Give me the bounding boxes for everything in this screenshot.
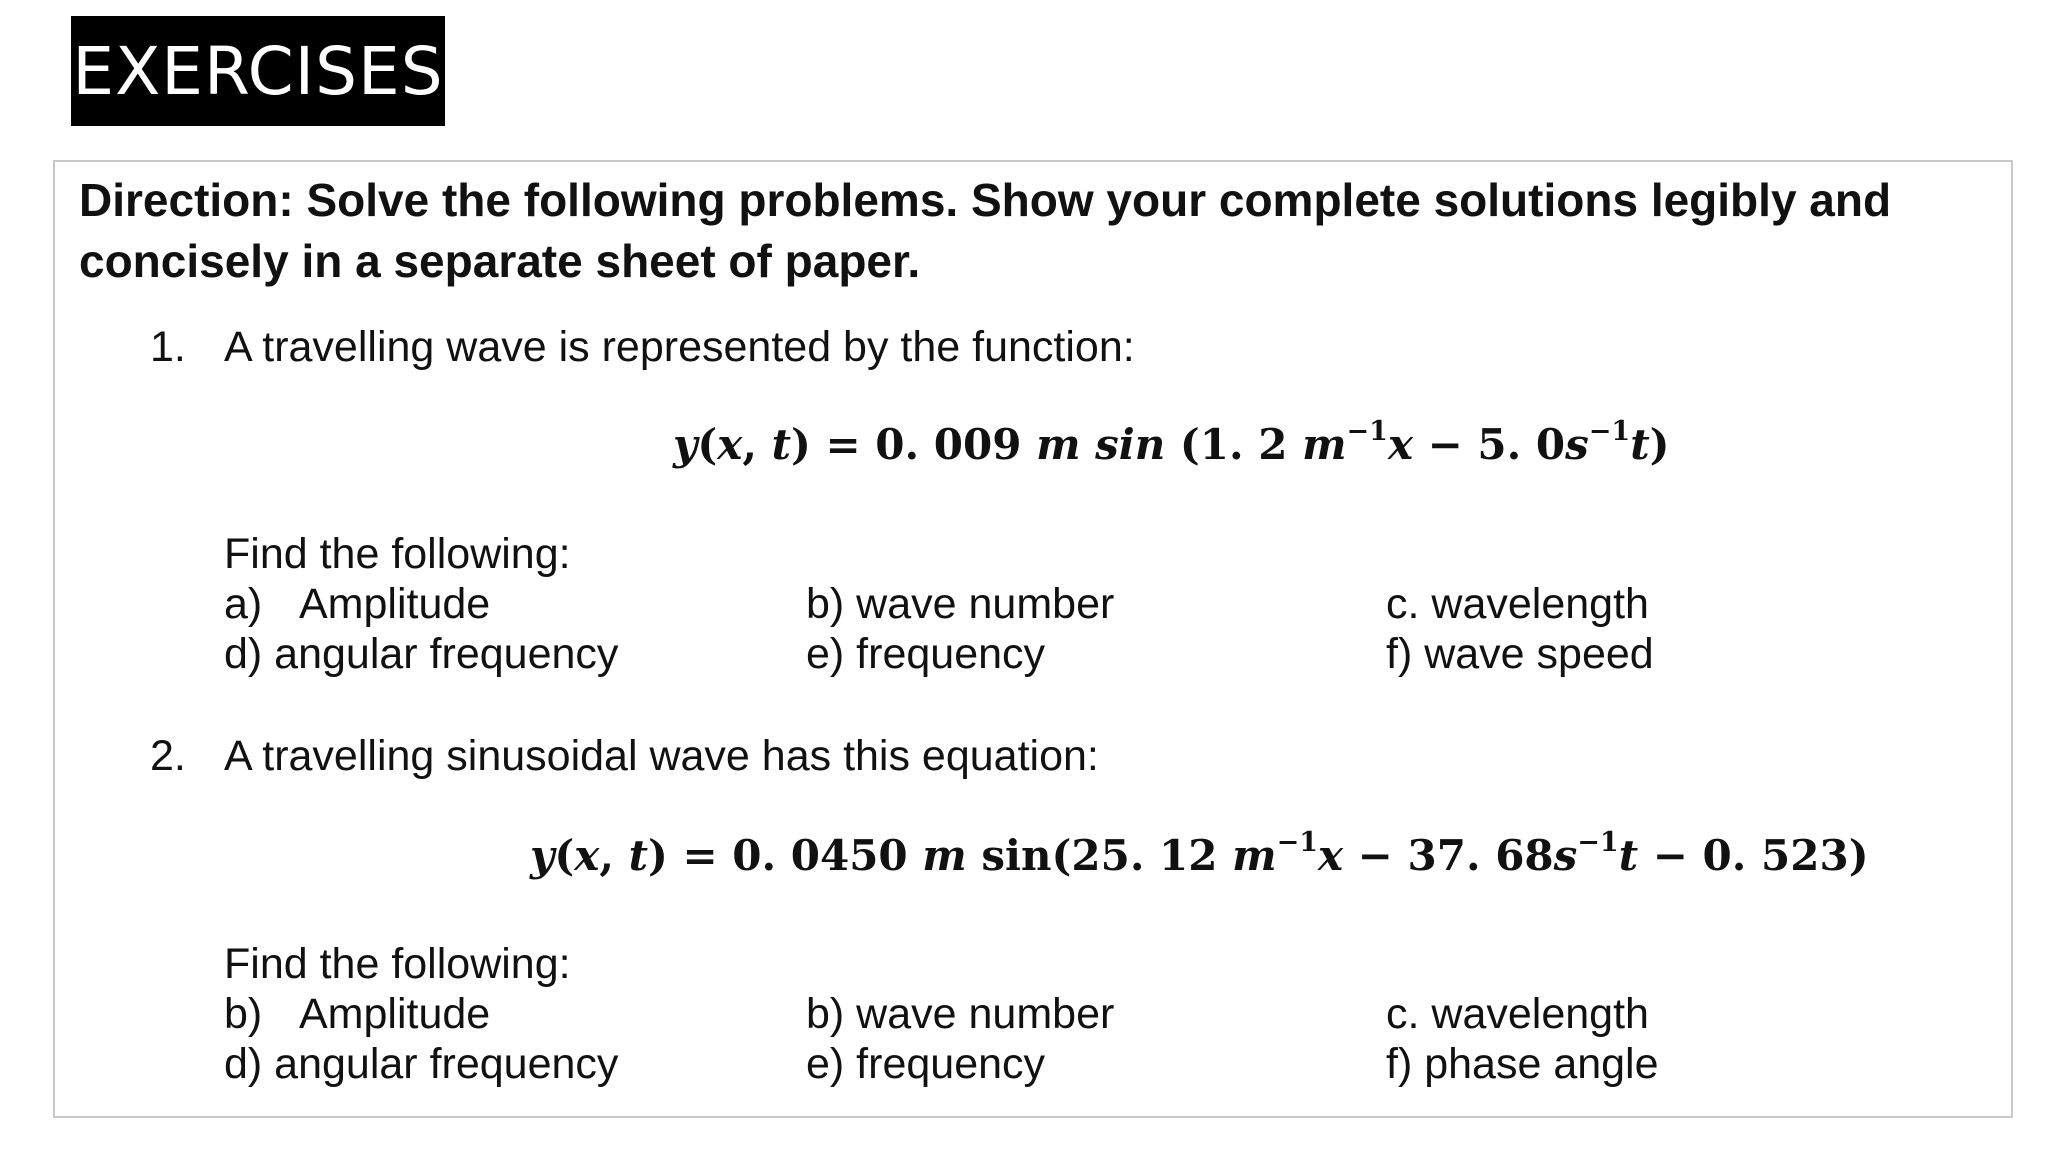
problem-2-item-b: b) wave number [806, 990, 1115, 1038]
problem-1-item-f: f) wave speed [1386, 630, 1654, 678]
problem-1-item-e: e) frequency [806, 630, 1046, 678]
problem-1-item-c: c. wavelength [1386, 580, 1649, 628]
problem-1-number: 1. [150, 323, 186, 371]
problem-2-number: 2. [150, 732, 186, 780]
item-label: Amplitude [299, 990, 491, 1038]
problem-2-item-d: d) angular frequency [224, 1040, 619, 1088]
problem-2-item-f: f) phase angle [1386, 1040, 1659, 1088]
problem-2-prompt: A travelling sinusoidal wave has this equation: [224, 732, 1099, 780]
problem-2-equation: y(x, t) = 0. 0450 m sin(25. 12 $m^{-1}x - 37$. $68s^{-1}t - 0$. 523) [530, 827, 1869, 880]
problem-2-item-c: c. wavelength [1386, 990, 1649, 1038]
problem-1-equation: y(x, t) = 0. 009 m sin (1. 2 $m^{-1}x - 5$. $0s^{-1}t$) [673, 416, 1670, 469]
item-marker: b) [224, 990, 263, 1038]
problem-1-prompt: A travelling wave is represented by the function: [224, 323, 1135, 371]
direction-text: Direction: Solve the following problems. Show your complete solutions legibly and concisely in a separate sheet of paper. [79, 174, 1892, 287]
problem-2-find-label: Find the following: [224, 940, 571, 988]
item-marker: a) [224, 580, 263, 628]
problem-2-item-a [224, 988, 490, 1040]
problem-2-item-e: e) frequency [806, 1040, 1046, 1088]
item-label: Amplitude [299, 580, 491, 628]
problem-1-item-b: b) wave number [806, 580, 1115, 628]
exercises-header [71, 16, 445, 126]
problem-1-find-label: Find the following: [224, 530, 571, 578]
problem-1-item-a [224, 578, 490, 630]
problem-1-item-d: d) angular frequency [224, 630, 619, 678]
exercises-title: EXERCISES [72, 32, 444, 110]
